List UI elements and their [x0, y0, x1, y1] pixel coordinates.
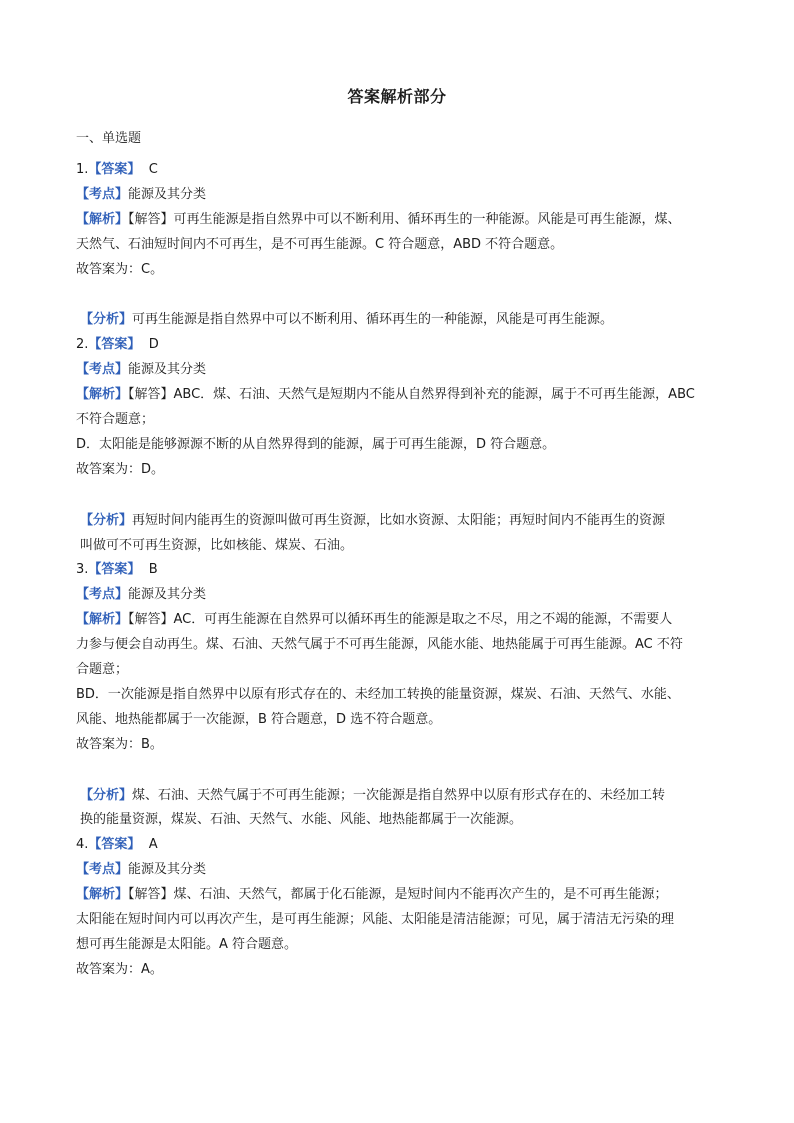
q4-conclusion: 故答案为：A。	[76, 961, 163, 977]
answer-label: 【答案】	[88, 162, 141, 177]
answer-label: 【答案】	[88, 562, 141, 578]
q1-explain-line-2: 天然气、石油短时间内不可再生，是不可再生能源。C 符合题意，ABD 不符合题意。	[76, 236, 564, 252]
q3-analysis-text-1: 煤、石油、天然气属于不可再生能源；一次能源是指自然界中以原有形式存在的、未经加工转	[132, 787, 666, 803]
q3-number: 3.	[76, 562, 89, 578]
q4-point: 能源及其分类	[128, 862, 207, 878]
q1-number: 1.	[76, 162, 89, 177]
q3-explain-line-3: 合题意；	[76, 662, 129, 678]
q1-answer-line	[76, 158, 726, 183]
q1-point: 能源及其分类	[128, 186, 207, 202]
answer-label: 【答案】	[88, 837, 141, 853]
q2-explain-line-2: 不符合题意；	[76, 412, 155, 428]
q2-explain-line-3: D．太阳能是能够源源不断的从自然界得到的能源，属于可再生能源，D 符合题意。	[76, 436, 556, 452]
q3-explain-line-4: BD．一次能源是指自然界中以原有形式存在的、未经加工转换的能量资源，煤炭、石油、天然气、水能、	[76, 686, 680, 702]
q2-explain-text-1: 【解答】ABC．煤、石油、天然气是短期内不能从自然界得到补充的能源，属于不可再生能源，ABC	[128, 387, 695, 403]
q2-analysis-text-1: 再短时间内能再生的资源叫做可再生资源，比如水资源、太阳能；再短时间内不能再生的资源	[132, 512, 666, 528]
q4-explain-text-1: 【解答】煤、石油、天然气，都属于化石能源，是短时间内不能再次产生的，是不可再生能源；	[128, 887, 668, 903]
explain-label: 【解析】	[76, 211, 129, 227]
q2-answer: D	[148, 337, 159, 353]
q4-answer-line	[76, 833, 726, 858]
q4-explain-line-1	[76, 883, 726, 908]
q3-explain-line-2: 力参与便会自动再生。煤、石油、天然气属于不可再生能源，风能水能、地热能属于可再生能源。AC 不符	[76, 637, 683, 653]
q2-point-line	[76, 358, 726, 383]
analysis-label: 【分析】	[80, 512, 133, 528]
q2-number: 2.	[76, 337, 89, 353]
q4-answer: A	[148, 837, 158, 853]
q3-answer: B	[148, 562, 158, 578]
spacer	[76, 758, 726, 784]
point-label: 【考点】	[76, 862, 129, 878]
answer-content	[76, 158, 726, 983]
q4-explain-line-3: 想可再生能源是太阳能。A 符合题意。	[76, 936, 298, 952]
q3-explain-line-1	[76, 608, 726, 633]
q2-conclusion: 故答案为：D。	[76, 461, 165, 477]
q2-analysis-line-1	[76, 509, 726, 534]
point-label: 【考点】	[76, 186, 129, 202]
q4-point-line	[76, 858, 726, 883]
q2-answer-line	[76, 333, 726, 358]
q3-answer-line	[76, 558, 726, 583]
q2-explain-line-1	[76, 383, 726, 408]
spacer	[76, 483, 726, 509]
point-label: 【考点】	[76, 362, 129, 378]
page-title: 答案解析部分	[347, 87, 447, 106]
q3-analysis-line-1	[76, 784, 726, 809]
section-heading: 一、单选题	[76, 131, 142, 146]
analysis-label: 【分析】	[80, 312, 133, 328]
q3-point: 能源及其分类	[128, 587, 207, 603]
q1-conclusion: 故答案为：C。	[76, 261, 164, 277]
point-label: 【考点】	[76, 587, 129, 603]
analysis-label: 【分析】	[80, 787, 133, 803]
q3-explain-text-1: 【解答】AC．可再生能源在自然界可以循环再生的能源是取之不尽，用之不竭的能源，不需要人	[128, 612, 673, 628]
q2-analysis-line-2: 叫做可不可再生资源，比如核能、煤炭、石油。	[80, 537, 354, 553]
explain-label: 【解析】	[76, 887, 129, 903]
q4-explain-line-2: 太阳能在短时间内可以再次产生，是可再生能源；风能、太阳能是清洁能源；可见，属于清洁无污染的理	[76, 912, 675, 928]
q1-answer: C	[148, 162, 158, 177]
explain-label: 【解析】	[76, 387, 129, 403]
answer-label: 【答案】	[88, 337, 141, 353]
q4-number: 4.	[76, 837, 89, 853]
q3-analysis-line-2: 换的能量资源，煤炭、石油、天然气、水能、风能、地热能都属于一次能源。	[80, 812, 523, 828]
q3-conclusion: 故答案为：B。	[76, 736, 163, 752]
q3-point-line	[76, 583, 726, 608]
q1-explain-text-1: 【解答】可再生能源是指自然界中可以不断利用、循环再生的一种能源。风能是可再生能源，煤、	[128, 211, 681, 227]
q2-point: 能源及其分类	[128, 362, 207, 378]
q1-analysis-line-1	[76, 308, 726, 333]
q3-explain-line-5: 风能、地热能都属于一次能源，B 符合题意，D 选不符合题意。	[76, 711, 442, 727]
q1-analysis-text-1: 可再生能源是指自然界中可以不断利用、循环再生的一种能源，风能是可再生能源。	[132, 312, 614, 328]
explain-label: 【解析】	[76, 612, 129, 628]
q1-point-line	[76, 183, 726, 208]
q1-explain-line-1	[76, 208, 726, 233]
spacer	[76, 282, 726, 308]
